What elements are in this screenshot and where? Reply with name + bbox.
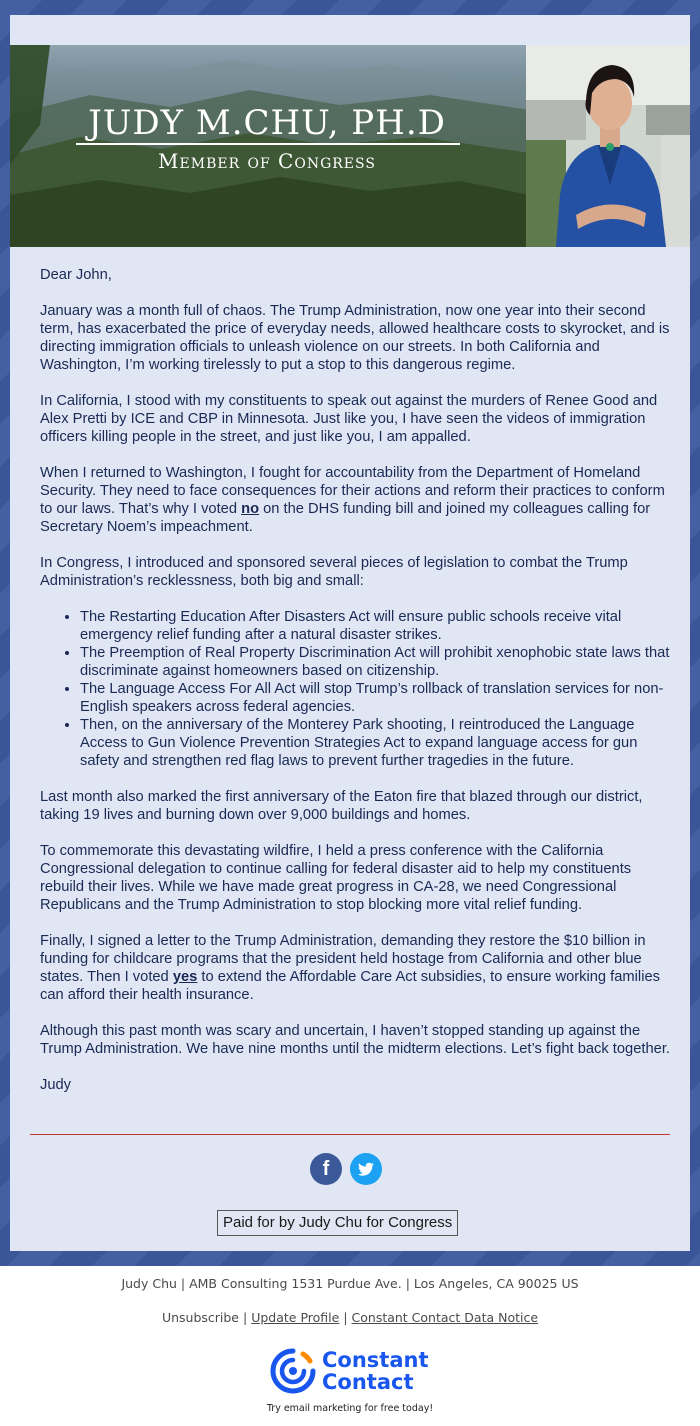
voted-no-link[interactable]: no [241, 501, 260, 517]
list-item: • The Restarting Education After Disasters Act will ensure public schools receive vital emergency relief funding after a natural disaster strikes. [80, 608, 670, 644]
congresswoman-portrait [526, 45, 690, 247]
footer-separator: | [343, 1310, 348, 1325]
list-item: • The Preemption of Real Property Discrimination Act will prohibit xenophobic state laws that discriminate against homeowners based on citizenship. [80, 644, 670, 680]
banner-rule [76, 143, 460, 145]
list-item: • The Language Access For All Act will stop Trump’s rollback of translation services for non-English speakers across federal agencies. [80, 680, 670, 716]
data-notice-link[interactable]: Constant Contact Data Notice [351, 1310, 539, 1325]
footer-address: Judy Chu | AMB Consulting 1531 Purdue Ave. | Los Angeles, CA 90025 US [121, 1276, 579, 1291]
paragraph-press-conference: To commemorate this devastating wildfire, I held a press conference with the California Congressional delegation to continue calling for federal disaster aid to help my constituents rebuild their lives. While we have made great progress in CA-28, we need Congressional Republicans and the Trump Administration to stop blocking more vital relief funding. [40, 843, 632, 913]
signoff: Judy [40, 1077, 72, 1093]
voted-yes-link[interactable]: yes [172, 969, 198, 985]
paragraph-childcare [40, 932, 670, 1004]
banner-name: JUDY M.CHU, PH.D [88, 103, 446, 143]
unsubscribe-link[interactable]: Unsubscribe [161, 1310, 240, 1325]
greeting: Dear John, [40, 267, 112, 283]
paragraph-legislation: In Congress, I introduced and sponsored several pieces of legislation to combat the Trump Administration’s recklessness, both big and small: [40, 555, 628, 589]
constant-contact-icon [270, 1348, 316, 1394]
header-banner [10, 45, 690, 247]
brand-tagline[interactable]: Try email marketing for free today! [266, 1403, 434, 1414]
paragraph-dhs [40, 464, 670, 536]
constant-contact-logo[interactable] [270, 1347, 440, 1395]
twitter-button[interactable] [350, 1153, 382, 1185]
divider [30, 1134, 670, 1135]
p3-text-after: on the DHS funding bill and joined my colleagues calling for Secretary Noem’s impeachment. [40, 501, 651, 535]
facebook-button[interactable] [310, 1153, 342, 1185]
brand-line1: Constant [322, 1348, 429, 1372]
letter-body [40, 266, 670, 1094]
paragraph-eaton-fire: Last month also marked the first anniversary of the Eaton fire that blazed through our district, taking 19 lives and burning down over 9,000 buildings and homes. [40, 789, 643, 823]
footer-links [0, 1310, 700, 1325]
paid-for-disclaimer: Paid for by Judy Chu for Congress [217, 1210, 458, 1236]
legislation-list [40, 608, 670, 770]
p3-text-before: When I returned to Washington, I fought for accountability from the Department of Homeland Security. They need to face consequences for their actions and reform their practices to conform to our laws. That’s why I voted [40, 465, 665, 517]
twitter-icon [350, 1153, 382, 1185]
facebook-icon: f [322, 1158, 330, 1180]
paragraph-california: In California, I stood with my constituents to speak out against the murders of Renee Good and Alex Pretti by ICE and CBP in Minnesota. Just like you, I have seen the videos of immigration officers killing people in the street, and just like you, I am appalled. [40, 393, 658, 445]
email-card [10, 15, 690, 1251]
p7-text-after: to extend the Affordable Care Act subsidies, to ensure working families can afford their health insurance. [40, 969, 660, 1003]
paragraph-closing: Although this past month was scary and uncertain, I haven’t stopped standing up against the Trump Administration. We have nine months until the midterm elections. Let’s fight back together. [40, 1023, 670, 1057]
banner-subtitle: Member of Congress [158, 149, 376, 173]
update-profile-link[interactable]: Update Profile [251, 1310, 340, 1325]
paragraph-chaos: January was a month full of chaos. The Trump Administration, now one year into their second term, has exacerbated the price of everyday needs, allowed healthcare costs to skyrocket, and is directing immigration officials to unleash violence on our streets. In both California and Washington, I’m working tirelessly to put a stop to this dangerous regime. [40, 303, 670, 373]
brand-line2: Contact [322, 1370, 414, 1394]
footer-separator: | [243, 1310, 248, 1325]
list-item: • Then, on the anniversary of the Monterey Park shooting, I reintroduced the Language Access to Gun Violence Prevention Strategies Act to expand language access for gun safety and strengthen red flag laws to prevent further tragedies in the future. [80, 716, 670, 770]
p7-text-before: Finally, I signed a letter to the Trump Administration, demanding they restore the $10 billion in funding for childcare programs that the president held hostage from California and other blue states. Then I voted [40, 933, 646, 985]
